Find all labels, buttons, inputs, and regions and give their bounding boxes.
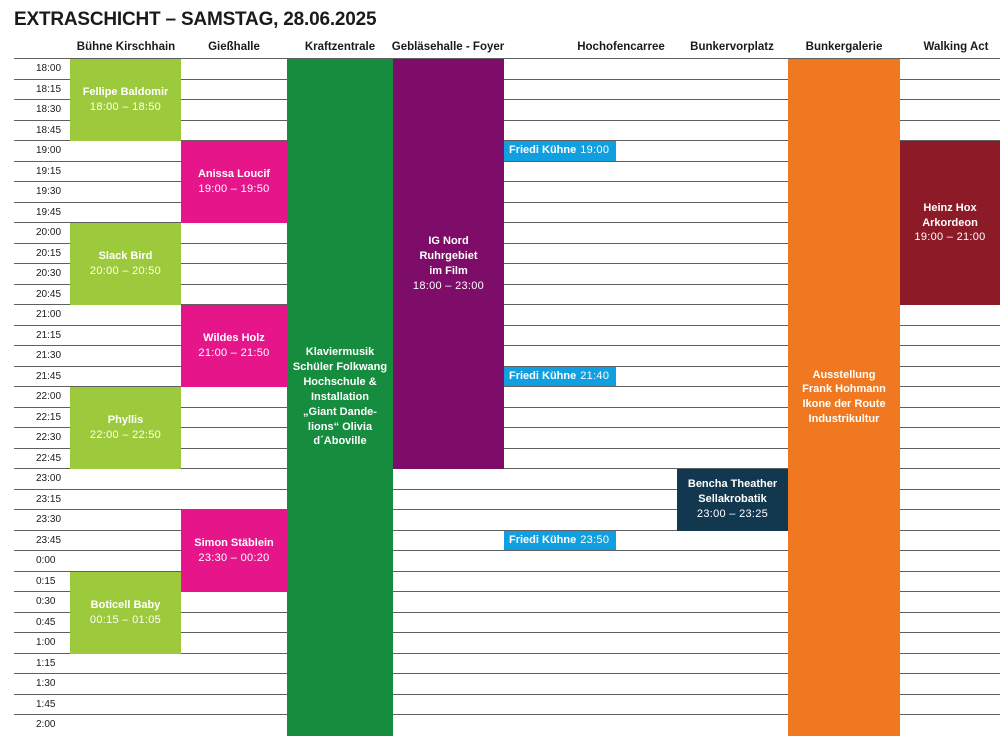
column-header-buehne-kirschhain: Bühne Kirschhain <box>76 41 176 53</box>
event-title: Installation <box>310 390 370 403</box>
event-title: Phyllis <box>107 414 144 427</box>
column-header-kraftzentrale: Kraftzentrale <box>304 41 376 53</box>
time-label: 19:15 <box>36 165 62 177</box>
event-title: Friedi Kühne <box>509 369 577 382</box>
time-label: 1:00 <box>36 637 56 648</box>
time-label: 23:45 <box>36 534 62 546</box>
event-title: im Film <box>429 265 468 277</box>
event-time: 20:00 – 20:50 <box>89 265 162 277</box>
event-friedi-kuehne[interactable] <box>504 531 616 551</box>
event-title: Hochschule & <box>303 375 377 388</box>
time-label: 19:45 <box>36 206 62 218</box>
event-title: d´Aboville <box>313 435 367 448</box>
event-boticell-baby[interactable] <box>70 572 181 654</box>
event-title: Klaviermusik <box>305 346 375 359</box>
time-label: 23:00 <box>36 473 62 484</box>
time-label: 0:30 <box>36 596 56 607</box>
time-label: 18:45 <box>36 124 62 136</box>
time-label: 21:45 <box>36 370 62 382</box>
event-time: 21:00 – 21:50 <box>198 347 270 359</box>
time-label: 20:00 <box>36 227 62 238</box>
column-header-bunkergalerie: Bunkergalerie <box>805 41 883 53</box>
time-label: 0:45 <box>36 616 56 628</box>
time-label: 22:15 <box>36 411 62 423</box>
time-label: 21:30 <box>36 350 62 361</box>
event-time: 23:00 – 23:25 <box>696 508 769 521</box>
event-title: „Giant Dande- <box>303 405 377 418</box>
event-title: Slack Bird <box>98 250 153 263</box>
event-title: Frank Hohmann <box>802 383 886 396</box>
column-header-bunkervorplatz: Bunkervorplatz <box>690 41 774 53</box>
time-label: 1:30 <box>36 678 56 689</box>
event-slack-bird[interactable] <box>70 223 181 305</box>
event-title: IG Nord <box>428 235 469 248</box>
time-label: 23:15 <box>36 493 62 505</box>
event-heinz-hox[interactable] <box>900 141 1000 305</box>
event-time: 23:50 <box>580 533 610 546</box>
event-bencha-theather[interactable] <box>677 469 788 531</box>
event-title: Wildes Holz <box>203 332 265 345</box>
event-time: 19:00 – 21:00 <box>914 231 986 244</box>
event-ausstellung[interactable] <box>788 59 900 736</box>
time-label: 20:30 <box>36 268 62 279</box>
time-label: 20:15 <box>36 247 62 259</box>
event-time: 00:15 – 01:05 <box>89 613 162 626</box>
event-wildes-holz[interactable] <box>181 305 287 387</box>
event-friedi-kuehne[interactable] <box>504 367 616 387</box>
event-phyllis[interactable] <box>70 387 181 469</box>
event-friedi-kuehne[interactable] <box>504 141 616 161</box>
time-label: 0:00 <box>36 555 56 566</box>
time-label: 21:15 <box>36 329 62 341</box>
column-header-geblaesehalle-foyer: Gebläsehalle - Foyer <box>391 41 505 53</box>
event-title: Industrikultur <box>808 413 880 426</box>
event-title: Boticell Baby <box>90 598 161 611</box>
event-klaviermusik[interactable] <box>287 59 393 736</box>
time-label: 2:00 <box>36 719 56 730</box>
time-label: 22:45 <box>36 452 62 464</box>
event-anissa-loucif[interactable] <box>181 141 287 223</box>
event-time: 21:40 <box>580 369 610 382</box>
time-label: 23:30 <box>36 514 62 525</box>
event-title: Simon Stäblein <box>194 537 274 550</box>
event-title: Anissa Loucif <box>197 168 271 181</box>
event-title: Friedi Kühne <box>509 144 577 157</box>
time-label: 20:45 <box>36 288 62 300</box>
time-label: 19:30 <box>36 186 62 197</box>
event-title: Ikone der Route <box>802 398 886 411</box>
event-time: 19:00 <box>580 144 610 157</box>
column-header-walking-act: Walking Act <box>923 41 989 53</box>
event-simon-staeblein[interactable] <box>181 510 287 592</box>
schedule-title: EXTRASCHICHT – SAMSTAG, 28.06.2025 <box>14 9 377 30</box>
event-fellipe-baldomir[interactable] <box>70 59 181 141</box>
event-time: 18:00 – 23:00 <box>412 279 485 292</box>
time-label: 22:30 <box>36 432 62 443</box>
event-time: 19:00 – 19:50 <box>198 183 270 195</box>
time-label: 21:00 <box>36 309 62 320</box>
event-time: 22:00 – 22:50 <box>89 429 162 441</box>
time-label: 18:30 <box>36 104 62 115</box>
event-title: Bencha Theather <box>687 478 778 491</box>
event-title: Ausstellung <box>812 368 876 381</box>
event-title: Schüler Folkwang <box>292 361 388 374</box>
time-label: 18:15 <box>36 83 62 95</box>
time-label: 18:00 <box>36 63 62 74</box>
event-title: Sellakrobatik <box>698 493 767 506</box>
time-label: 1:45 <box>36 698 56 710</box>
event-title: Heinz Hox <box>923 201 977 214</box>
time-label: 0:15 <box>36 575 56 587</box>
event-time: 23:30 – 00:20 <box>198 552 270 564</box>
event-title: Arkordeon <box>922 216 978 229</box>
event-ig-nord[interactable] <box>393 59 504 469</box>
time-label: 1:15 <box>36 657 56 669</box>
event-title: Ruhrgebiet <box>419 250 478 263</box>
column-header-giesshalle: Gießhalle <box>208 41 260 53</box>
event-time: 18:00 – 18:50 <box>89 101 162 113</box>
event-title: lions“ Olivia <box>307 420 373 433</box>
column-header-hochofencarree: Hochofencarree <box>577 41 665 53</box>
time-label: 19:00 <box>36 145 62 156</box>
event-title: Friedi Kühne <box>509 533 577 546</box>
time-label: 22:00 <box>36 391 62 402</box>
event-title: Fellipe Baldomir <box>82 86 169 99</box>
